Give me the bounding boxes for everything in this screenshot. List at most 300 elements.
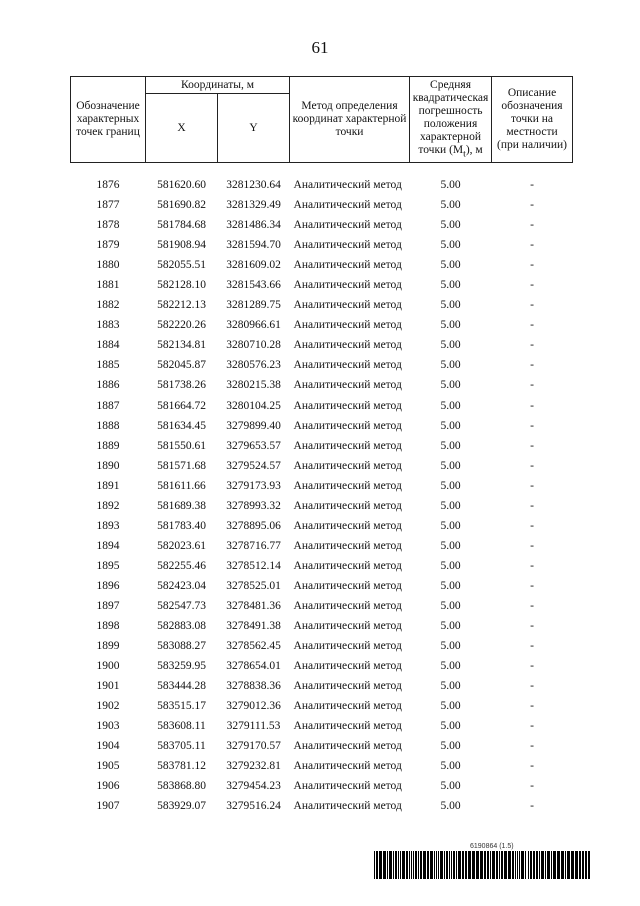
error-value: 5.00 (440, 359, 461, 372)
coord-x: 581571.68 (157, 459, 206, 472)
page-number: 61 (311, 38, 329, 57)
table-row (71, 516, 573, 536)
coord-x: 582134.81 (157, 339, 206, 352)
coord-y: 3280576.23 (226, 359, 281, 372)
description: - (530, 660, 534, 673)
point-id: 1894 (96, 539, 120, 552)
coord-y: 3278512.14 (226, 559, 281, 572)
coord-x: 582045.87 (157, 359, 206, 372)
error-value: 5.00 (440, 620, 461, 633)
description: - (530, 499, 534, 512)
error-value: 5.00 (440, 539, 461, 552)
error-value: 5.00 (440, 319, 461, 332)
coord-x: 583781.12 (157, 760, 206, 773)
method: Аналитический метод (293, 620, 402, 633)
method: Аналитический метод (293, 199, 402, 212)
barcode-bar (512, 851, 514, 879)
barcode-bar (389, 851, 392, 879)
description: - (530, 439, 534, 452)
coord-y: 3278525.01 (226, 579, 281, 592)
coord-y: 3279170.57 (226, 740, 281, 753)
coord-y: 3280215.38 (226, 379, 281, 392)
barcode-bar (420, 851, 422, 879)
barcode-bar (462, 851, 464, 879)
barcode-bar (434, 851, 435, 879)
method: Аналитический метод (293, 519, 402, 532)
coord-x: 582547.73 (157, 600, 206, 612)
coord-x: 583608.11 (157, 720, 206, 733)
barcode-bar (530, 851, 532, 879)
method: Аналитический метод (293, 419, 402, 432)
point-id: 1883 (96, 319, 120, 332)
table-row (71, 195, 573, 215)
error-value: 5.00 (440, 499, 461, 512)
barcode-bar (440, 851, 443, 879)
coord-y: 3281289.75 (226, 299, 281, 312)
coord-x: 581620.60 (157, 179, 206, 192)
method: Аналитический метод (293, 660, 402, 673)
method: Аналитический метод (293, 359, 402, 372)
table-header (71, 77, 573, 163)
description: - (530, 319, 534, 332)
barcode-bar (413, 851, 414, 879)
point-id: 1906 (96, 780, 120, 793)
coord-y: 3278838.36 (226, 680, 281, 693)
barcode-bar (379, 851, 382, 879)
method: Аналитический метод (293, 479, 402, 492)
table-row (71, 315, 573, 335)
description: - (530, 399, 534, 412)
point-id: 1900 (96, 660, 120, 673)
barcode-bar (541, 851, 544, 879)
error-value: 5.00 (440, 579, 461, 592)
barcode-bar (418, 851, 419, 879)
point-id: 1890 (96, 459, 120, 472)
table-row (71, 436, 573, 456)
description: - (530, 720, 534, 733)
header-y: Y (218, 94, 290, 163)
coord-y: 3278481.36 (226, 600, 281, 612)
method: Аналитический метод (293, 780, 402, 793)
coord-x: 581908.94 (157, 239, 206, 252)
table-row (71, 736, 573, 756)
coord-y: 3279111.53 (226, 720, 281, 733)
coord-y: 3280104.25 (226, 399, 281, 412)
barcode-bar (547, 851, 550, 879)
coord-y: 3281609.02 (226, 259, 281, 272)
coord-y: 3279899.40 (226, 419, 281, 432)
barcode-bar (490, 851, 491, 879)
coord-x: 583515.17 (157, 700, 206, 713)
barcode-bar (406, 851, 408, 879)
coord-x: 581738.26 (157, 379, 206, 392)
point-id: 1893 (96, 519, 120, 532)
error-value: 5.00 (440, 519, 461, 532)
description: - (530, 620, 534, 633)
point-id: 1876 (96, 179, 120, 192)
barcode-bar (472, 851, 475, 879)
description: - (530, 259, 534, 272)
table-row (71, 616, 573, 636)
error-value: 5.00 (440, 700, 461, 713)
barcode-icon (374, 851, 592, 879)
description: - (530, 539, 534, 552)
error-value: 5.00 (440, 600, 461, 612)
barcode-bar (571, 851, 574, 879)
error-value: 5.00 (440, 780, 461, 793)
description: - (530, 780, 534, 793)
method: Аналитический метод (293, 720, 402, 733)
header-description: Описание обозначения точки на местности (при наличии) (492, 77, 573, 163)
barcode-bar (409, 851, 410, 879)
description: - (530, 600, 534, 612)
method: Аналитический метод (293, 579, 402, 592)
description: - (530, 379, 534, 392)
point-id: 1879 (96, 239, 120, 252)
barcode-bar (436, 851, 437, 879)
table-row (71, 496, 573, 516)
header-method: Метод определения координат характерной точки (290, 77, 410, 163)
coord-y: 3278716.77 (226, 539, 281, 552)
description: - (530, 299, 534, 312)
description: - (530, 199, 534, 212)
coord-y: 3279173.93 (226, 479, 281, 492)
coord-x: 582883.08 (157, 620, 206, 633)
barcode-bar (456, 851, 457, 879)
error-value: 5.00 (440, 219, 461, 232)
header-error-sub: t (463, 148, 466, 160)
table-row (71, 235, 573, 255)
method: Аналитический метод (293, 700, 402, 713)
method: Аналитический метод (293, 299, 402, 312)
barcode-bar (575, 851, 578, 879)
barcode-bar (582, 851, 584, 879)
table-row (71, 375, 573, 395)
table-row (71, 476, 573, 496)
coord-x: 582055.51 (157, 259, 206, 272)
coord-x: 581664.72 (157, 399, 206, 412)
method: Аналитический метод (293, 640, 402, 653)
coord-y: 3279653.57 (226, 439, 281, 452)
point-id: 1881 (96, 279, 120, 292)
coord-x: 582255.46 (157, 559, 206, 572)
coord-y: 3278654.01 (226, 660, 281, 673)
table-row (71, 676, 573, 696)
point-id: 1882 (96, 299, 120, 312)
coord-x: 583259.95 (157, 660, 206, 673)
barcode-bar (508, 851, 511, 879)
description: - (530, 219, 534, 232)
coord-x: 581689.38 (157, 499, 206, 512)
coord-x: 582023.61 (157, 539, 206, 552)
method: Аналитический метод (293, 219, 402, 232)
table-row (71, 796, 573, 816)
point-id: 1891 (96, 479, 120, 492)
point-id: 1896 (96, 579, 120, 592)
table-row (71, 776, 573, 796)
error-value: 5.00 (440, 720, 461, 733)
table-row (71, 716, 573, 736)
table-row (71, 396, 573, 416)
barcode-bar (579, 851, 581, 879)
barcode-bar (453, 851, 455, 879)
header-error (410, 77, 492, 163)
coord-y: 3279454.23 (226, 780, 281, 793)
barcode-bar (567, 851, 570, 879)
description: - (530, 519, 534, 532)
table-row (71, 576, 573, 596)
coord-y: 3278993.32 (226, 499, 281, 512)
barcode-bar (438, 851, 439, 879)
point-id: 1898 (96, 620, 120, 633)
table-row (71, 536, 573, 556)
table-row (71, 456, 573, 476)
coord-x: 583868.80 (157, 780, 206, 793)
table-row (71, 756, 573, 776)
coord-x: 581611.66 (157, 479, 206, 492)
point-id: 1880 (96, 259, 120, 272)
error-value: 5.00 (440, 459, 461, 472)
coord-x: 582128.10 (157, 279, 206, 292)
barcode-bar (521, 851, 524, 879)
coordinates-table (70, 76, 573, 817)
table-row (71, 696, 573, 716)
error-value: 5.00 (440, 660, 461, 673)
method: Аналитический метод (293, 459, 402, 472)
point-id: 1885 (96, 359, 120, 372)
point-id: 1907 (96, 800, 120, 813)
table-row (71, 275, 573, 295)
barcode-bar (557, 851, 560, 879)
point-id: 1887 (96, 399, 120, 412)
error-value: 5.00 (440, 760, 461, 773)
error-value: 5.00 (440, 259, 461, 272)
method: Аналитический метод (293, 179, 402, 192)
barcode-bar (449, 851, 450, 879)
barcode-bar (402, 851, 405, 879)
coord-y: 3279232.81 (226, 760, 281, 773)
description: - (530, 419, 534, 432)
error-value: 5.00 (440, 299, 461, 312)
barcode-bar (519, 851, 520, 879)
method: Аналитический метод (293, 760, 402, 773)
coord-x: 581550.61 (157, 439, 206, 452)
barcode-bar (487, 851, 489, 879)
method: Аналитический метод (293, 559, 402, 572)
coord-y: 3278562.45 (226, 640, 281, 653)
error-value: 5.00 (440, 399, 461, 412)
error-value: 5.00 (440, 439, 461, 452)
point-id: 1902 (96, 700, 120, 713)
coord-x: 583088.27 (157, 640, 206, 653)
barcode-bar (533, 851, 535, 879)
description: - (530, 700, 534, 713)
barcode-label: 6190864 (1.5) (470, 843, 514, 850)
coord-y: 3279524.57 (226, 459, 281, 472)
point-id: 1895 (96, 559, 120, 572)
method: Аналитический метод (293, 319, 402, 332)
coord-y: 3281543.66 (226, 279, 281, 292)
table-body (71, 163, 573, 817)
table-row (71, 335, 573, 355)
method: Аналитический метод (293, 680, 402, 693)
table-row (71, 416, 573, 436)
barcode-bar (501, 851, 503, 879)
header-error-unit: ), м (465, 143, 483, 156)
point-id: 1892 (96, 499, 120, 512)
coord-y: 3279012.36 (226, 700, 281, 713)
coord-x: 581784.68 (157, 219, 206, 232)
point-id: 1888 (96, 419, 120, 432)
header-designation: Обозначение характерных точек границ (71, 77, 146, 163)
description: - (530, 179, 534, 192)
barcode-bar (539, 851, 540, 879)
barcode-bar (444, 851, 445, 879)
error-value: 5.00 (440, 379, 461, 392)
table-row (71, 596, 573, 616)
error-value: 5.00 (440, 239, 461, 252)
method: Аналитический метод (293, 600, 402, 612)
method: Аналитический метод (293, 539, 402, 552)
method: Аналитический метод (293, 379, 402, 392)
barcode-bar (525, 851, 526, 879)
barcode-bar (480, 851, 483, 879)
barcode-bar (465, 851, 467, 879)
point-id: 1884 (96, 339, 120, 352)
method: Аналитический метод (293, 279, 402, 292)
table-row (71, 215, 573, 235)
error-value: 5.00 (440, 740, 461, 753)
error-value: 5.00 (440, 279, 461, 292)
coord-x: 583444.28 (157, 680, 206, 693)
point-id: 1903 (96, 720, 120, 733)
table-row (71, 636, 573, 656)
description: - (530, 279, 534, 292)
barcode-bar (383, 851, 386, 879)
method: Аналитический метод (293, 439, 402, 452)
coord-y: 3281594.70 (226, 239, 281, 252)
description: - (530, 680, 534, 693)
description: - (530, 800, 534, 813)
point-id: 1889 (96, 439, 120, 452)
coord-x: 582423.04 (157, 579, 206, 592)
barcode-bar (451, 851, 452, 879)
barcode-bar (551, 851, 552, 879)
barcode-bar (393, 851, 394, 879)
barcode-bar (387, 851, 388, 879)
table-row (71, 355, 573, 375)
barcode-bar (588, 851, 590, 879)
description: - (530, 339, 534, 352)
point-id: 1886 (96, 379, 120, 392)
barcode-bar (504, 851, 507, 879)
description: - (530, 760, 534, 773)
barcode-bar (398, 851, 399, 879)
barcode-bar (545, 851, 546, 879)
description: - (530, 640, 534, 653)
point-id: 1905 (96, 760, 120, 773)
error-value: 5.00 (440, 680, 461, 693)
barcode-bar (492, 851, 495, 879)
coord-y: 3281486.34 (226, 219, 281, 232)
coord-y: 3280966.61 (226, 319, 281, 332)
point-id: 1897 (96, 600, 120, 612)
description: - (530, 740, 534, 753)
method: Аналитический метод (293, 499, 402, 512)
description: - (530, 479, 534, 492)
barcode-bar (427, 851, 429, 879)
description: - (530, 559, 534, 572)
coord-x: 581783.40 (157, 519, 206, 532)
coord-y: 3278491.38 (226, 620, 281, 633)
description: - (530, 359, 534, 372)
coord-y: 3279516.24 (226, 800, 281, 813)
coord-x: 582220.26 (157, 319, 206, 332)
barcode-bar (536, 851, 538, 879)
barcode-bar (515, 851, 516, 879)
point-id: 1899 (96, 640, 120, 653)
description: - (530, 459, 534, 472)
barcode-bar (395, 851, 397, 879)
barcode-bar (484, 851, 486, 879)
barcode-bar (565, 851, 566, 879)
table-row (71, 255, 573, 275)
error-value: 5.00 (440, 559, 461, 572)
barcode-bar (561, 851, 564, 879)
table-row (71, 556, 573, 576)
error-value: 5.00 (440, 339, 461, 352)
point-id: 1901 (96, 680, 120, 693)
method: Аналитический метод (293, 740, 402, 753)
table-row (71, 656, 573, 676)
barcode-bar (585, 851, 587, 879)
error-value: 5.00 (440, 640, 461, 653)
barcode-bar (468, 851, 471, 879)
coord-x: 581634.45 (157, 419, 206, 432)
barcode-bar (430, 851, 433, 879)
barcode-bar (553, 851, 556, 879)
barcode-bar (374, 851, 375, 879)
coord-x: 581690.82 (157, 199, 206, 212)
barcode-bar (528, 851, 529, 879)
barcode-bar (458, 851, 461, 879)
header-error-text: Средняя квадратическая погрешность положения характерной точки (M (412, 78, 489, 156)
coord-y: 3281329.49 (226, 199, 281, 212)
coord-x: 583705.11 (157, 740, 206, 753)
description: - (530, 579, 534, 592)
header-x: X (146, 94, 218, 163)
method: Аналитический метод (293, 399, 402, 412)
coord-y: 3281230.64 (226, 179, 281, 192)
coord-y: 3280710.28 (226, 339, 281, 352)
error-value: 5.00 (440, 479, 461, 492)
method: Аналитический метод (293, 800, 402, 813)
error-value: 5.00 (440, 419, 461, 432)
method: Аналитический метод (293, 239, 402, 252)
barcode-bar (423, 851, 426, 879)
barcode-bar (499, 851, 500, 879)
point-id: 1904 (96, 740, 120, 753)
coord-x: 583929.07 (157, 800, 206, 813)
barcode-bar (496, 851, 498, 879)
barcode-bar (411, 851, 412, 879)
point-id: 1878 (96, 219, 120, 232)
method: Аналитический метод (293, 339, 402, 352)
header-coordinates: Координаты, м (146, 77, 290, 94)
method: Аналитический метод (293, 259, 402, 272)
error-value: 5.00 (440, 199, 461, 212)
barcode-bar (376, 851, 378, 879)
